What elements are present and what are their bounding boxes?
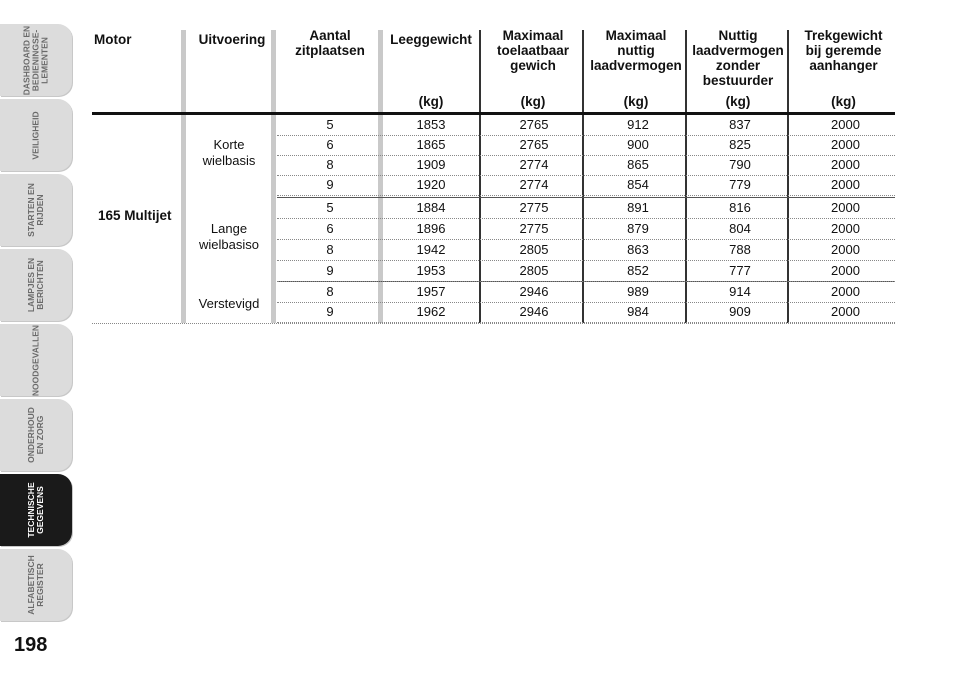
- cell-zit: 8: [326, 157, 334, 172]
- tab-label: TECHNISCHE GEGEVENS: [26, 482, 45, 538]
- unit-zonder: (kg): [725, 94, 751, 109]
- tab-label: ALFABETISCH REGISTER: [26, 555, 45, 615]
- cell-zond: 804: [729, 221, 751, 236]
- cell-nut: 891: [627, 200, 649, 215]
- table-row: [277, 175, 895, 196]
- tab-label: NOODGEVALLEN: [30, 324, 41, 396]
- cell-nut: 854: [627, 177, 649, 192]
- chapter-tabs: [0, 0, 78, 677]
- header-toelaatbaar: Maximaal toelaatbaar gewich: [496, 28, 570, 73]
- cell-zit: 8: [326, 284, 334, 299]
- cell-trek: 2000: [831, 200, 860, 215]
- table-row: [277, 282, 895, 303]
- cell-zond: 909: [729, 304, 751, 319]
- cell-leeg: 1865: [416, 137, 446, 152]
- cell-zit: 5: [326, 200, 334, 215]
- cell-trek: 2000: [831, 304, 860, 319]
- cell-zond: 816: [729, 200, 751, 215]
- cell-leeg: 1962: [416, 304, 446, 319]
- cell-leeg: 1884: [416, 200, 446, 215]
- cell-zond: 777: [729, 263, 751, 278]
- tab-label: VEILIGHEID: [30, 110, 41, 160]
- table-row: [277, 155, 895, 176]
- cell-toel: 2765: [519, 117, 549, 132]
- tab-register[interactable]: [0, 549, 72, 621]
- cell-zit: 9: [326, 263, 334, 278]
- header-motor: Motor: [94, 32, 132, 47]
- cell-trek: 2000: [831, 242, 860, 257]
- table-header: [92, 26, 895, 114]
- cell-leeg: 1942: [416, 242, 446, 257]
- uitvoering-group: Verstevigd: [198, 296, 260, 311]
- header-leeggewicht: Leeggewicht: [390, 32, 472, 47]
- tab-veiligheid[interactable]: [0, 99, 72, 171]
- cell-nut: 852: [627, 263, 649, 278]
- table-row: [277, 302, 895, 323]
- cell-nut: 879: [627, 221, 649, 236]
- header-zonder-bestuurder: Nuttig laadvermogen zonder bestuurder: [692, 28, 784, 88]
- cell-nut: 865: [627, 157, 649, 172]
- cell-zond: 837: [729, 117, 751, 132]
- cell-zond: 825: [729, 137, 751, 152]
- cell-toel: 2774: [519, 157, 549, 172]
- tab-technische-gegevens[interactable]: [0, 474, 72, 546]
- tab-dashboard[interactable]: [0, 24, 72, 96]
- cell-zit: 9: [326, 177, 334, 192]
- cell-zit: 9: [326, 304, 334, 319]
- cell-zit: 8: [326, 242, 334, 257]
- cell-trek: 2000: [831, 117, 860, 132]
- cell-toel: 2775: [519, 200, 549, 215]
- table-row: [277, 240, 895, 261]
- header-nuttig: Maximaal nuttig laadvermogen: [590, 28, 682, 73]
- cell-leeg: 1953: [416, 263, 446, 278]
- cell-zond: 788: [729, 242, 751, 257]
- tab-label: LAMPJES EN BERICHTEN: [26, 257, 45, 313]
- cell-trek: 2000: [831, 137, 860, 152]
- tab-noodgevallen[interactable]: [0, 324, 72, 396]
- unit-nuttig: (kg): [623, 94, 649, 109]
- page-number: 198: [14, 634, 48, 656]
- cell-leeg: 1853: [416, 117, 446, 132]
- header-uitvoering: Uitvoering: [198, 32, 266, 47]
- table-row: [277, 135, 895, 156]
- cell-trek: 2000: [831, 284, 860, 299]
- cell-nut: 912: [627, 117, 649, 132]
- motor-name: 165 Multijet: [98, 208, 172, 223]
- header-zitplaatsen: Aantal zitplaatsen: [295, 28, 365, 58]
- cell-zit: 6: [326, 221, 334, 236]
- cell-leeg: 1957: [416, 284, 446, 299]
- tab-label: DASHBOARD EN BEDIENINGSE- LEMENTEN: [21, 25, 50, 95]
- cell-toel: 2946: [519, 284, 549, 299]
- cell-toel: 2946: [519, 304, 549, 319]
- cell-zond: 790: [729, 157, 751, 172]
- cell-leeg: 1909: [416, 157, 446, 172]
- table-row: [277, 219, 895, 240]
- tab-label: STARTEN EN RIJDEN: [26, 183, 45, 237]
- cell-leeg: 1920: [416, 177, 446, 192]
- uitvoering-group: Korte wielbasis: [202, 137, 256, 168]
- tab-onderhoud[interactable]: [0, 399, 72, 471]
- unit-toelaatbaar: (kg): [520, 94, 546, 109]
- cell-trek: 2000: [831, 177, 860, 192]
- tab-starten[interactable]: [0, 174, 72, 246]
- cell-leeg: 1896: [416, 221, 446, 236]
- cell-trek: 2000: [831, 157, 860, 172]
- cell-toel: 2765: [519, 137, 549, 152]
- cell-trek: 2000: [831, 221, 860, 236]
- table-row: [277, 261, 895, 282]
- cell-toel: 2805: [519, 263, 549, 278]
- table-row: [277, 198, 895, 219]
- cell-toel: 2805: [519, 242, 549, 257]
- cell-toel: 2775: [519, 221, 549, 236]
- cell-nut: 984: [627, 304, 649, 319]
- cell-toel: 2774: [519, 177, 549, 192]
- tab-lampjes[interactable]: [0, 249, 72, 321]
- cell-nut: 900: [627, 137, 649, 152]
- cell-nut: 863: [627, 242, 649, 257]
- unit-trekgewicht: (kg): [831, 94, 856, 109]
- unit-leeggewicht: (kg): [418, 94, 444, 109]
- cell-zond: 779: [729, 177, 751, 192]
- cell-nut: 989: [627, 284, 649, 299]
- header-trekgewicht: Trekgewicht bij geremde aanhanger: [804, 28, 883, 73]
- tab-label: ONDERHOUD EN ZORG: [26, 407, 45, 463]
- table-row: [277, 115, 895, 136]
- uitvoering-group: Lange wielbasiso: [199, 221, 259, 252]
- table-bottom-rule: [92, 323, 895, 324]
- cell-trek: 2000: [831, 263, 860, 278]
- cell-zond: 914: [729, 284, 751, 299]
- cell-zit: 5: [326, 117, 334, 132]
- cell-zit: 6: [326, 137, 334, 152]
